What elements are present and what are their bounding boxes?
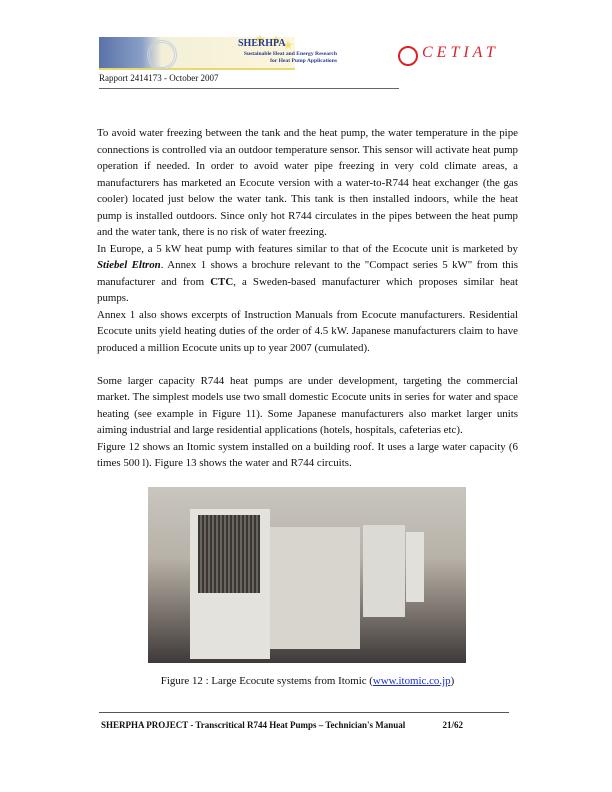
cetiat-logo-text: CETIAT	[422, 44, 499, 61]
paragraph: Annex 1 also shows excerpts of Instruction Manuals from Ecocute manufacturers. Residential Ecocute units yield heating duties of the order of 4.5 kW. Japanese manufacturers claim to have produced a million Ecocute units up to year 2007 (cumulated).	[97, 308, 518, 354]
manufacturer-name: Stiebel Eltron	[97, 259, 161, 271]
paragraph	[97, 241, 518, 307]
page-number: 21/62	[442, 720, 463, 730]
footer	[101, 720, 521, 731]
cetiat-ring-icon	[398, 46, 418, 66]
caption-text: Figure 12 : Large Ecocute systems from Itomic (	[160, 675, 373, 687]
sherhpa-banner-logo	[99, 37, 337, 70]
header-divider	[99, 88, 399, 89]
heat-pump-unit	[406, 532, 424, 602]
text-run: , a Sweden-based manufacturer which proposes similar heat pumps.	[97, 275, 518, 304]
banner-subtitle-line: Sustainable Heat and Energy Research	[243, 51, 337, 57]
heat-pump-unit	[270, 527, 360, 649]
cetiat-logo	[397, 44, 512, 68]
banner-subtitle-line: for Heat Pump Applications	[270, 58, 337, 64]
footer-divider	[99, 712, 509, 713]
heat-pump-unit	[363, 525, 405, 617]
body-text	[97, 125, 518, 481]
figure-caption	[97, 674, 518, 688]
footer-title: SHERPHA PROJECT - Transcritical R744 Heat Pumps – Technician's Manual	[101, 720, 406, 730]
itomic-link[interactable]: www.itomic.co.jp	[372, 675, 451, 687]
banner-subtitle	[199, 51, 337, 65]
ecocute-systems-photo	[148, 487, 466, 663]
report-reference: Rapport 2414173 - October 2007	[99, 73, 219, 83]
heat-pump-swirl-icon	[147, 40, 177, 70]
banner-title: SHERHPA	[238, 38, 286, 49]
unit-grille	[198, 515, 260, 593]
text-run: In Europe, a 5 kW heat pump with features similar to that of the Ecocute unit is marketed by	[97, 242, 518, 255]
text-run: . Annex 1 shows a brochure relevant to the "Compact series 5 kW" from this manufacturer and from	[97, 259, 518, 288]
caption-text: )	[450, 675, 455, 687]
paragraph: To avoid water freezing between the tank and the heat pump, the water temperature in the pipe connections is controlled via an outdoor temperature sensor. This sensor will activate heat pump operation if needed. In order to avoid water pipe freezing in very cold climate areas, a manufacturers has marketed an Ecocute version with a water-to-R744 heat exchanger (the gas cooler) located just below the water tank. This tank is then installed indoors, while the heat pump is installed outdoors. Since only hot R744 circulates in the pipes between the heat pump and the water tank, there is no risk of water freezing.	[97, 127, 518, 238]
paragraph: Some larger capacity R744 heat pumps are under development, targeting the commercial market. The simplest models use two small domestic Ecocute units in series for water and space heating (see example in Figure 11). Some Japanese manufacturers also market larger units aiming industrial and large residential applications (hotels, hospitals, cafeterias etc).	[97, 374, 518, 436]
paragraph: Figure 12 shows an Itomic system installed on a building roof. It uses a large water capacity (6 times 500 l). Figure 13 shows the water and R744 circuits.	[97, 440, 518, 469]
manufacturer-name: CTC	[210, 275, 234, 288]
main-content	[97, 125, 518, 688]
